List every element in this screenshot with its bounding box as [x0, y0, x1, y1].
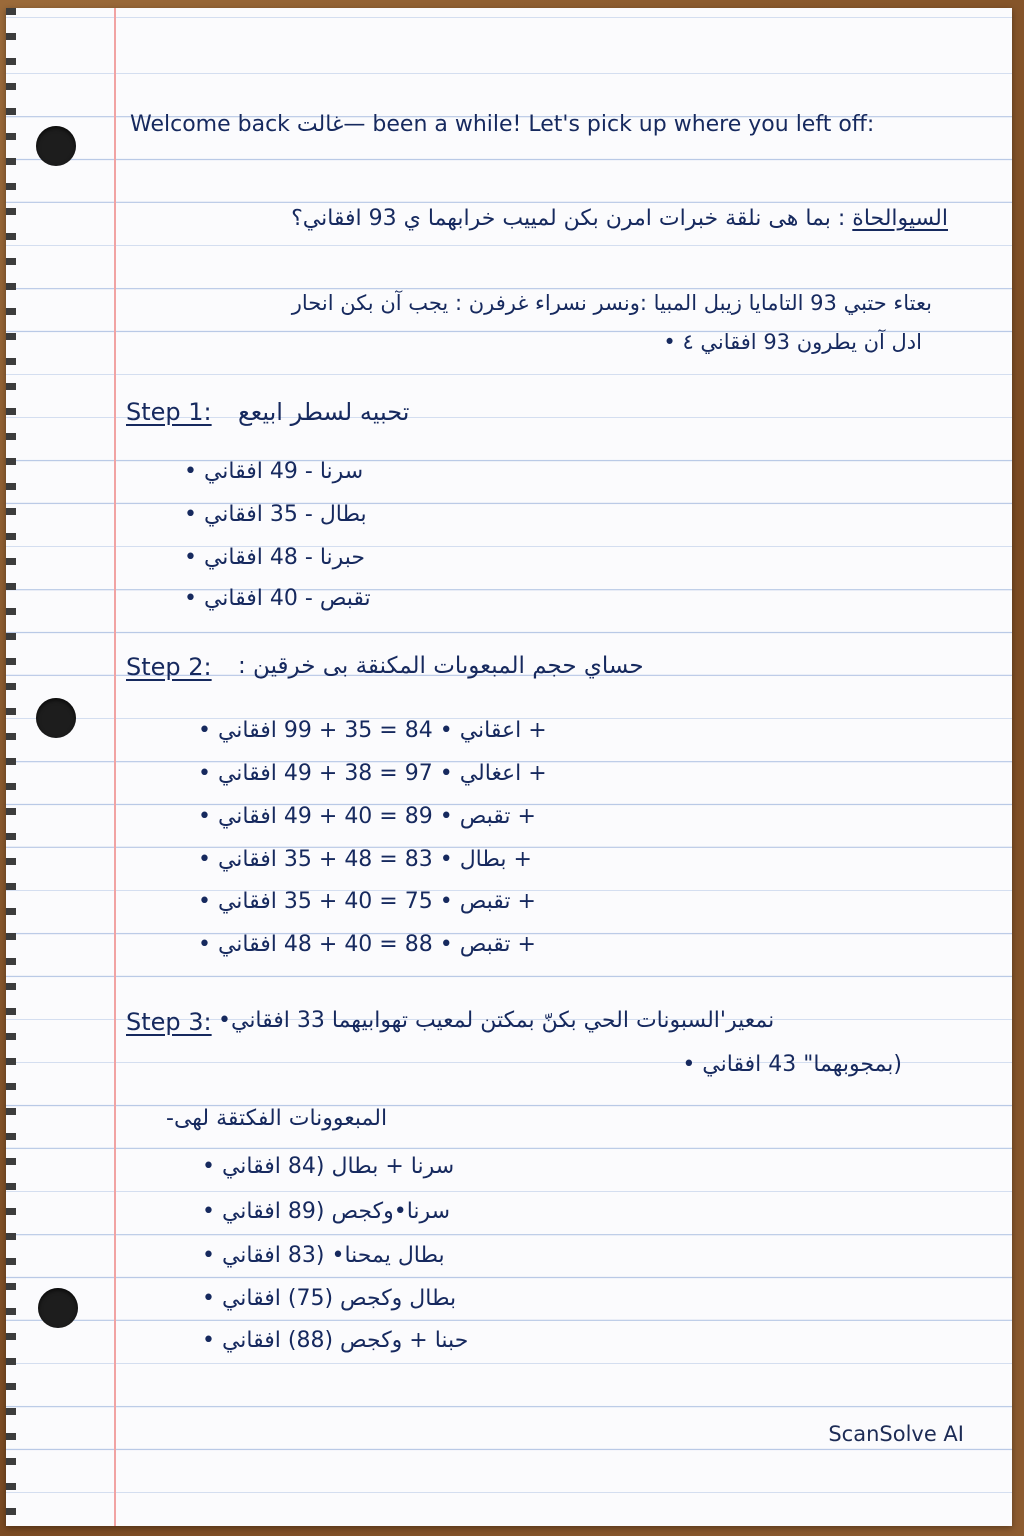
question-line [291, 206, 948, 231]
step1-item: حبرنا - 48 افقاني • [184, 545, 366, 570]
context-line-1: بعتاء حتبي 93 التامايا زيبل المبيا :ونسر نسراء غرفرن : يجب آن بكن انحار [291, 291, 932, 315]
step2-item: + اعقاني • 84 = 35 + 99 افقاني • [198, 718, 547, 743]
step3-item: بطال وكجص (75) افقاني • [202, 1286, 457, 1311]
step3-item: حبنا + وكجص (88) افقاني • [202, 1328, 469, 1353]
brand-watermark: ScanSolve AI [828, 1422, 964, 1446]
step3-line-2: (بمجوبهما" 43 افقاني • [682, 1052, 902, 1077]
punch-hole [36, 126, 76, 166]
step2-item: + بطال • 83 = 48 + 35 افقاني • [198, 847, 532, 872]
step2-item: + تقبص • 75 = 40 + 35 افقاني • [198, 889, 536, 914]
question-text: : بما هى نلقة خبرات امرن بكن لمييب خرابهما ي 93 افقاني؟ [291, 206, 846, 231]
step2-title: حساي حجم المبعوىات المكنقة بى خرقين : [238, 653, 644, 679]
step1-item: تقبص - 40 افقاني • [184, 586, 371, 611]
punch-hole [36, 698, 76, 738]
step3-line-1: نمعير'السبونات الحي بكنّ بمكتن لمعيب تهوابيهما 33 افقاني• [218, 1008, 775, 1033]
step3-item: بطال يمحنا• (83 افقاني • [202, 1243, 445, 1268]
step1-item: سرنا - 49 افقاني • [184, 459, 364, 484]
context-line-2: ادل آن يطرون 93 افقاني ٤ • [663, 330, 922, 354]
notebook-page [6, 8, 1012, 1526]
step1-label: Step 1: [126, 398, 212, 426]
step2-item: + تقبص • 88 = 40 + 48 افقاني • [198, 932, 536, 957]
step3-item: سرنا•وكجص (89 افقاني • [202, 1199, 451, 1224]
step2-item: + اعغالي • 97 = 38 + 49 افقاني • [198, 761, 547, 786]
punch-hole [38, 1288, 78, 1328]
greeting-line: Welcome back غالت— been a while! Let's pick up where you left off: [130, 112, 875, 137]
step2-item: + تقبص • 89 = 40 + 49 افقاني • [198, 804, 536, 829]
step1-item: بطال - 35 افقاني • [184, 502, 367, 527]
step3-label: Step 3: [126, 1008, 212, 1036]
step3-item: سرنا + بطال (84 افقاني • [202, 1154, 455, 1179]
step1-title: تحبيه لسطر ابيعع [238, 398, 410, 426]
step3-subtitle: المبعوونات الفكتقة لهى- [166, 1106, 388, 1131]
spiral-binding [6, 8, 16, 1526]
question-label: السيوالحاة [852, 206, 948, 231]
step2-label: Step 2: [126, 653, 212, 681]
margin-line [114, 8, 116, 1526]
